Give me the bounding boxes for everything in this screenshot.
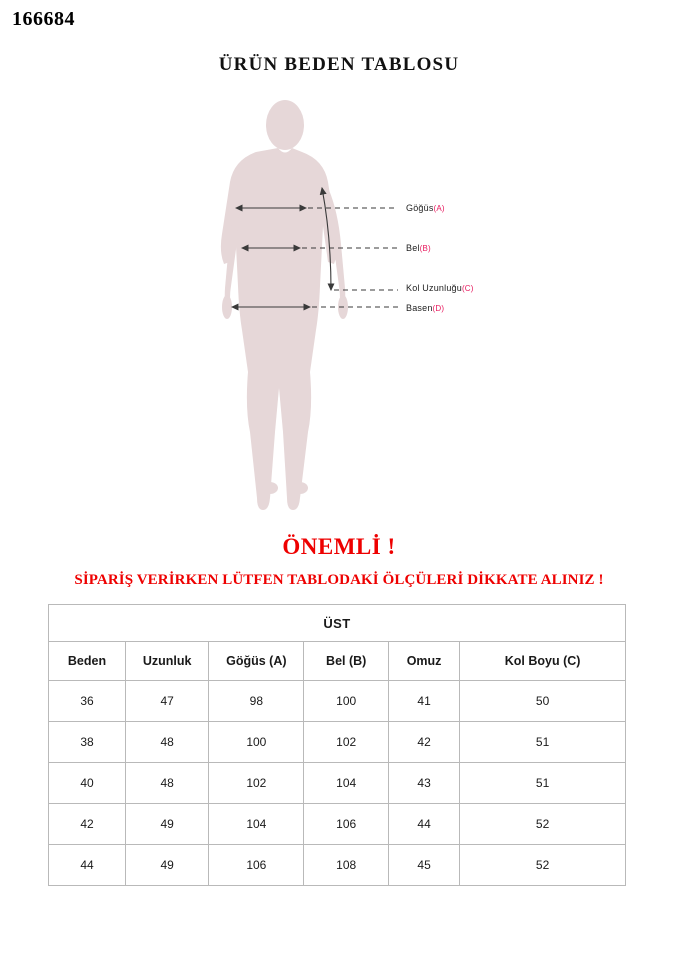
cell-omuz: 44	[389, 804, 460, 845]
measure-label-waist	[406, 243, 431, 253]
table-row	[49, 681, 626, 722]
cell-kol-boyu: 51	[460, 763, 626, 804]
measure-label-bust-code: (A)	[433, 204, 445, 213]
table-row	[49, 845, 626, 886]
cell-bel: 104	[304, 763, 389, 804]
cell-bel: 102	[304, 722, 389, 763]
cell-gogus: 100	[209, 722, 304, 763]
table-row	[49, 763, 626, 804]
measure-label-hip-code: (D)	[432, 304, 445, 313]
column-header-kol-boyu: Kol Boyu (C)	[460, 642, 626, 681]
cell-kol-boyu: 52	[460, 804, 626, 845]
measure-label-sleeve-code: (C)	[461, 284, 474, 293]
size-guide-figure	[0, 95, 678, 515]
cell-uzunluk: 48	[126, 763, 209, 804]
measure-label-bust	[406, 203, 445, 213]
column-header-uzunluk: Uzunluk	[126, 642, 209, 681]
cell-kol-boyu: 50	[460, 681, 626, 722]
cell-omuz: 43	[389, 763, 460, 804]
cell-bel: 100	[304, 681, 389, 722]
cell-kol-boyu: 52	[460, 845, 626, 886]
order-warning-text: SİPARİŞ VERİRKEN LÜTFEN TABLODAKİ ÖLÇÜLERİ DİKKATE ALINIZ !	[74, 572, 604, 588]
cell-uzunluk: 49	[126, 845, 209, 886]
cell-omuz: 45	[389, 845, 460, 886]
product-code: 166684	[12, 8, 75, 30]
important-notice: ÖNEMLİ !	[282, 534, 396, 559]
cell-bel: 106	[304, 804, 389, 845]
measure-label-waist-text: Bel	[406, 243, 420, 253]
column-header-gogus: Göğüs (A)	[209, 642, 304, 681]
measure-label-waist-code: (B)	[419, 244, 431, 253]
table-header-row	[49, 642, 626, 681]
cell-kol-boyu: 51	[460, 722, 626, 763]
cell-bel: 108	[304, 845, 389, 886]
size-table	[48, 604, 626, 886]
cell-uzunluk: 48	[126, 722, 209, 763]
measure-label-bust-text: Göğüs	[406, 203, 434, 213]
column-header-omuz: Omuz	[389, 642, 460, 681]
cell-beden: 42	[49, 804, 126, 845]
page-title: ÜRÜN BEDEN TABLOSU	[218, 54, 460, 75]
table-row	[49, 722, 626, 763]
column-header-beden: Beden	[49, 642, 126, 681]
measure-label-sleeve	[406, 283, 474, 293]
cell-uzunluk: 49	[126, 804, 209, 845]
cell-gogus: 106	[209, 845, 304, 886]
cell-beden: 36	[49, 681, 126, 722]
table-group-label: ÜST	[49, 605, 626, 642]
measure-label-hip-text: Basen	[406, 303, 433, 313]
cell-omuz: 42	[389, 722, 460, 763]
cell-omuz: 41	[389, 681, 460, 722]
measure-label-hip	[406, 303, 444, 313]
cell-beden: 44	[49, 845, 126, 886]
cell-beden: 38	[49, 722, 126, 763]
measure-label-sleeve-text: Kol Uzunluğu	[406, 283, 462, 293]
table-group-row	[49, 605, 626, 642]
column-header-bel: Bel (B)	[304, 642, 389, 681]
cell-beden: 40	[49, 763, 126, 804]
cell-gogus: 104	[209, 804, 304, 845]
cell-gogus: 102	[209, 763, 304, 804]
table-row	[49, 804, 626, 845]
cell-gogus: 98	[209, 681, 304, 722]
cell-uzunluk: 47	[126, 681, 209, 722]
female-body-diagram	[0, 95, 678, 515]
